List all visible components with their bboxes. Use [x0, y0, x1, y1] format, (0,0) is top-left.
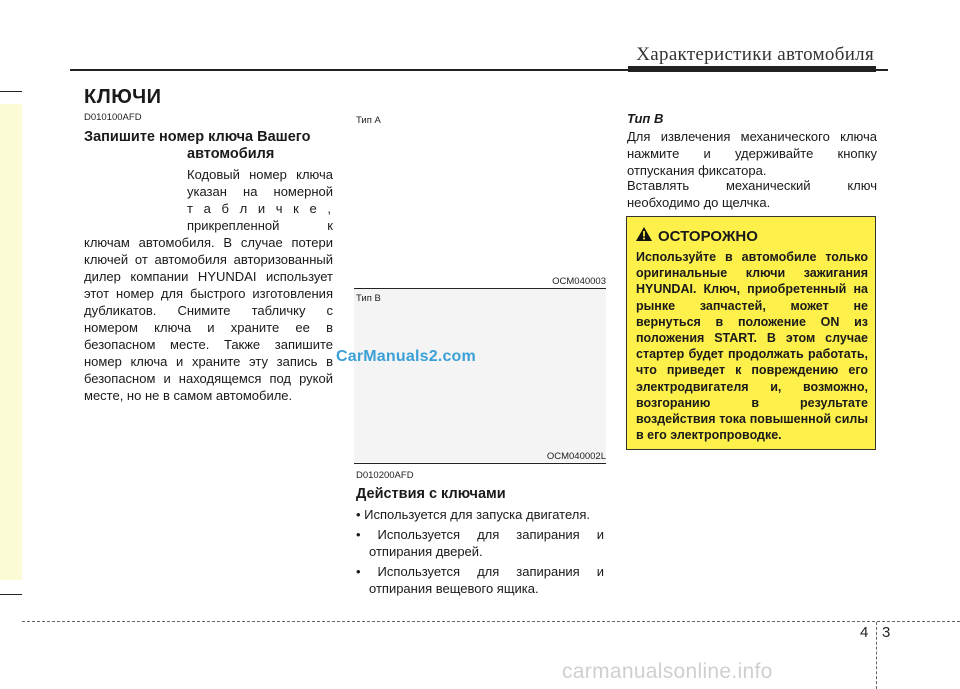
page-number: 3: [882, 624, 891, 641]
footer-dashed-rule: [22, 621, 960, 622]
list-item: • Используется для запуска двигателя.: [356, 507, 590, 522]
left-indented-block: [187, 166, 333, 234]
side-mark-top: [0, 91, 22, 92]
side-mark-bottom: [0, 594, 22, 595]
type-a-label: Тип A: [356, 115, 381, 126]
right-paragraph-1: Для извлечения механического ключа нажмите и удерживайте кнопку отпускания фиксатора.: [627, 129, 877, 178]
list-item: • Используется для запирания и отпирания вещевого ящика.: [356, 564, 604, 596]
warning-title-text: ОСТОРОЖНО: [658, 227, 758, 245]
left-indent-line: Кодовый номер ключа: [187, 167, 333, 182]
image-divider-bottom: [354, 463, 606, 464]
middle-heading: Действия с ключами: [356, 486, 506, 502]
warning-triangle-icon: [636, 227, 652, 245]
left-heading-line2: автомобиля: [187, 146, 275, 162]
list-item: • Используется для запирания и отпирания дверей.: [356, 527, 604, 559]
running-header-title: Характеристики автомобиля: [636, 44, 874, 65]
type-a-image: [354, 128, 606, 278]
chapter-number: 4: [860, 624, 869, 641]
left-heading-line1: Запишите номер ключа Вашего: [84, 129, 311, 145]
left-indent-line: т а б л и ч к е ,: [187, 201, 333, 216]
warning-text: Используйте в автомобиле только оригинальные ключи зажигания HYUNDAI. Ключ, приобретенный на рынке запчастей, может не вернуться в положение ON из положения START. В этом случае стартер будет продолжать работать, что приведет к повреждению его электродвигателя и, возможно, возгоранию в результате воздействия тока повышенной силы в его электропроводке.: [636, 250, 868, 443]
left-indent-line: прикрепленной к: [187, 218, 333, 233]
right-heading: Тип B: [627, 111, 664, 126]
side-band: [0, 104, 22, 580]
footer-dashed-divider: [876, 622, 877, 689]
left-paragraph: ключам автомобиля. В случае потери ключей от автомобиля авторизованный дилер компании HYUNDAI использует этот номер для быстрого изготовления дубликатов. Снимите табличку с номером ключа и храните ее в безопасном месте. Также запишите номер ключа и храните эту запись в безопасном и находящемся под рукой месте, но не в самом автомобиле.: [84, 235, 333, 403]
type-b-image: [354, 289, 606, 462]
watermark-text: CarManuals2.com: [336, 348, 476, 365]
left-section-code: D010100AFD: [84, 112, 142, 123]
type-b-figure-code: OCM040002L: [546, 451, 606, 462]
usage-list: [356, 506, 604, 597]
type-a-figure-code: OCM040003: [552, 276, 606, 287]
type-b-label-overlay: Тип B: [356, 293, 381, 304]
header-accent-bar: [628, 66, 876, 72]
warning-title: [636, 227, 758, 245]
middle-section-code: D010200AFD: [356, 470, 414, 481]
section-title: КЛЮЧИ: [84, 86, 162, 108]
left-indent-line: указан на номерной: [187, 184, 333, 199]
right-paragraph-2: Вставлять механический ключ необходимо до щелчка.: [627, 178, 877, 210]
footer-watermark: carmanualsonline.info: [562, 660, 773, 683]
